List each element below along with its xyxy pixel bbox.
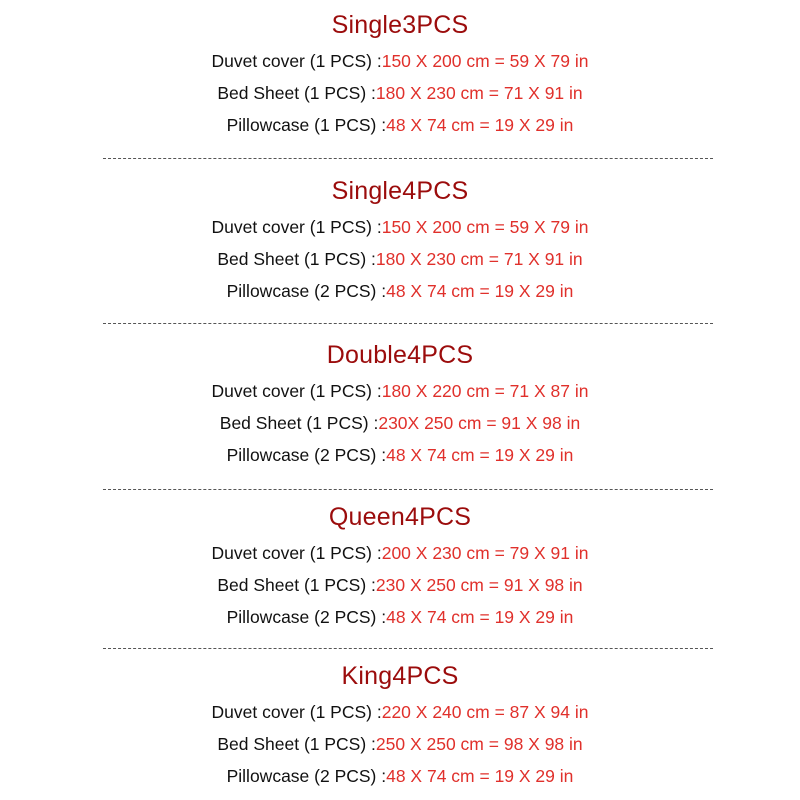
section-title: Single4PCS [331,177,469,205]
size-row-bed-sheet [0,728,800,760]
item-dimensions: 48 X 74 cm = 19 X 29 in [386,445,574,465]
item-dimensions: 230 X 250 cm = 91 X 98 in [375,575,583,595]
item-label: Duvet cover (1 PCS) : [211,702,382,722]
size-row-bed-sheet [0,77,800,109]
item-dimensions: 48 X 74 cm = 19 X 29 in [386,766,574,786]
size-row-pillowcase [0,760,800,792]
item-dimensions: 48 X 74 cm = 19 X 29 in [386,281,574,301]
item-dimensions: 150 X 200 cm = 59 X 79 in [381,51,589,71]
item-label: Pillowcase (2 PCS) : [226,607,387,627]
item-label: Bed Sheet (1 PCS) : [217,249,376,269]
item-label: Pillowcase (2 PCS) : [226,766,387,786]
dashed-divider [103,648,713,649]
size-row-duvet-cover [0,537,800,569]
item-dimensions: 180 X 230 cm = 71 X 91 in [375,249,583,269]
size-row-duvet-cover [0,45,800,77]
item-label: Bed Sheet (1 PCS) : [217,575,376,595]
item-label: Bed Sheet (1 PCS) : [217,83,376,103]
size-section-queen4pcs [0,497,800,633]
size-section-king4pcs [0,656,800,792]
item-dimensions: 150 X 200 cm = 59 X 79 in [381,217,589,237]
section-title: Double4PCS [326,341,474,369]
item-dimensions: 220 X 240 cm = 87 X 94 in [381,702,589,722]
item-label: Bed Sheet (1 PCS) : [217,734,376,754]
item-label: Pillowcase (1 PCS) : [226,115,387,135]
size-row-bed-sheet [0,569,800,601]
section-title: King4PCS [341,662,459,690]
size-row-pillowcase [0,601,800,633]
item-dimensions: 200 X 230 cm = 79 X 91 in [381,543,589,563]
item-dimensions: 48 X 74 cm = 19 X 29 in [386,115,574,135]
size-row-pillowcase [0,109,800,141]
size-section-double4pcs [0,335,800,471]
item-label: Duvet cover (1 PCS) : [211,217,382,237]
size-row-duvet-cover [0,696,800,728]
size-row-pillowcase [0,439,800,471]
dashed-divider [103,323,713,324]
size-row-bed-sheet [0,407,800,439]
item-label: Duvet cover (1 PCS) : [211,543,382,563]
item-dimensions: 180 X 220 cm = 71 X 87 in [381,381,589,401]
item-dimensions: 250 X 250 cm = 98 X 98 in [375,734,583,754]
item-dimensions: 180 X 230 cm = 71 X 91 in [375,83,583,103]
item-label: Pillowcase (2 PCS) : [226,445,387,465]
size-section-single3pcs [0,5,800,141]
size-row-pillowcase [0,275,800,307]
dashed-divider [103,158,713,159]
dashed-divider [103,489,713,490]
size-row-duvet-cover [0,375,800,407]
size-section-single4pcs [0,171,800,307]
item-label: Duvet cover (1 PCS) : [211,51,382,71]
section-title: Queen4PCS [328,503,472,531]
item-dimensions: 230X 250 cm = 91 X 98 in [378,413,581,433]
item-label: Bed Sheet (1 PCS) : [219,413,379,433]
item-label: Pillowcase (2 PCS) : [226,281,387,301]
section-title: Single3PCS [331,11,469,39]
item-dimensions: 48 X 74 cm = 19 X 29 in [386,607,574,627]
size-row-bed-sheet [0,243,800,275]
item-label: Duvet cover (1 PCS) : [211,381,382,401]
size-row-duvet-cover [0,211,800,243]
